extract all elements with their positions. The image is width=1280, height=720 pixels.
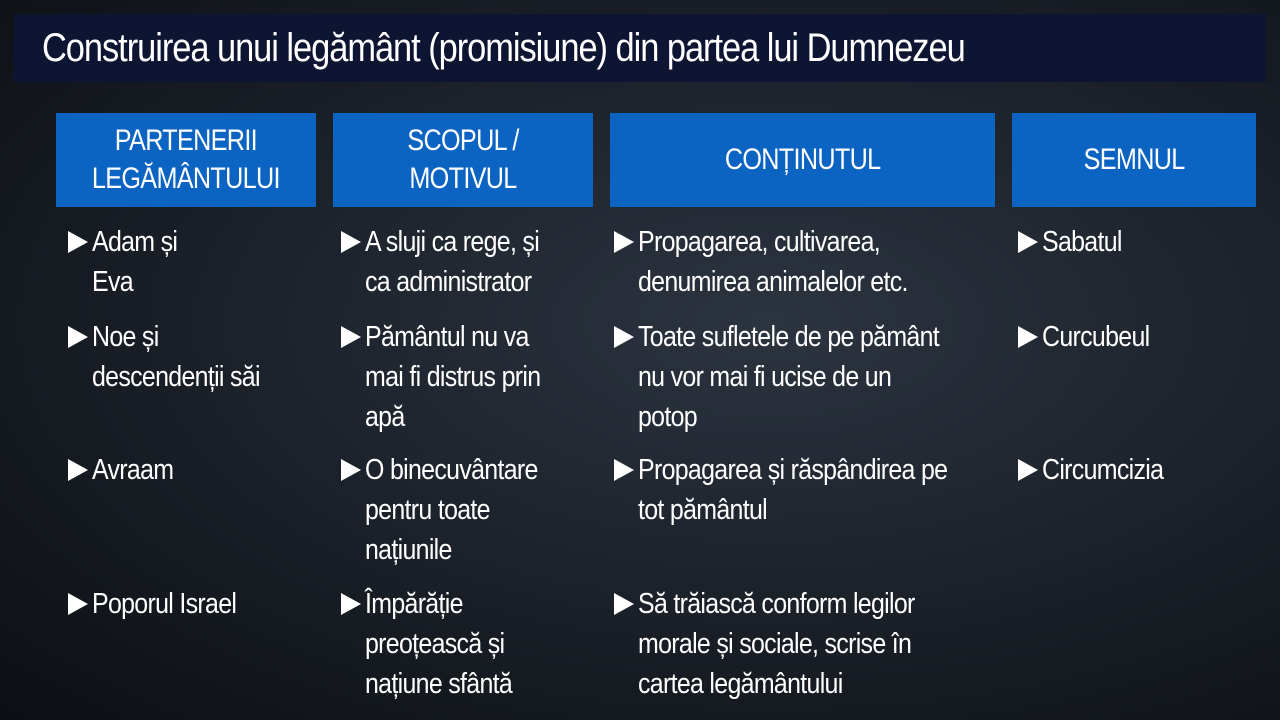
bullet-icon (614, 326, 634, 348)
cell-purpose-1: A sluji ca rege, și ca administrator (341, 222, 606, 302)
cell-content-3: Propagarea și răspândirea pe tot pământul (614, 450, 1009, 530)
cell-sign-3: Circumcizia (1018, 450, 1268, 490)
bullet-icon (68, 326, 88, 348)
bullet-icon (68, 459, 88, 481)
slide-title: Construirea unui legământ (promisiune) din partea lui Dumnezeu (42, 25, 965, 70)
bullet-icon (341, 326, 361, 348)
header-purpose: SCOPUL / MOTIVUL (333, 113, 593, 207)
cell-partners-4: Poporul Israel (68, 584, 318, 624)
cell-sign-2: Curcubeul (1018, 317, 1268, 357)
header-sign: SEMNUL (1012, 113, 1256, 207)
cell-content-1: Propagarea, cultivarea, denumirea animalelor etc. (614, 222, 1009, 302)
cell-partners-3: Avraam (68, 450, 318, 490)
bullet-icon (68, 231, 88, 253)
bullet-icon (614, 231, 634, 253)
cell-purpose-3: O binecuvântare pentru toate națiunile (341, 450, 606, 570)
bullet-icon (68, 593, 88, 615)
cell-sign-1: Sabatul (1018, 222, 1268, 262)
bullet-icon (1018, 459, 1038, 481)
cell-partners-1: Adam și Eva (68, 222, 318, 302)
title-bar (14, 14, 1266, 82)
bullet-icon (1018, 231, 1038, 253)
bullet-icon (614, 593, 634, 615)
cell-purpose-4: Împărăție preoțească și națiune sfântă (341, 584, 606, 704)
bullet-icon (341, 459, 361, 481)
cell-content-2: Toate sufletele de pe pământ nu vor mai fi ucise de un potop (614, 317, 1009, 437)
bullet-icon (341, 593, 361, 615)
cell-content-4: Să trăiască conform legilor morale și sociale, scrise în cartea legământului (614, 584, 1009, 704)
cell-purpose-2: Pământul nu va mai fi distrus prin apă (341, 317, 606, 437)
bullet-icon (1018, 326, 1038, 348)
cell-partners-2: Noe și descendenții săi (68, 317, 318, 397)
bullet-icon (614, 459, 634, 481)
bullet-icon (341, 231, 361, 253)
header-partners: PARTENERII LEGĂMÂNTULUI (56, 113, 316, 207)
header-content: CONȚINUTUL (610, 113, 995, 207)
